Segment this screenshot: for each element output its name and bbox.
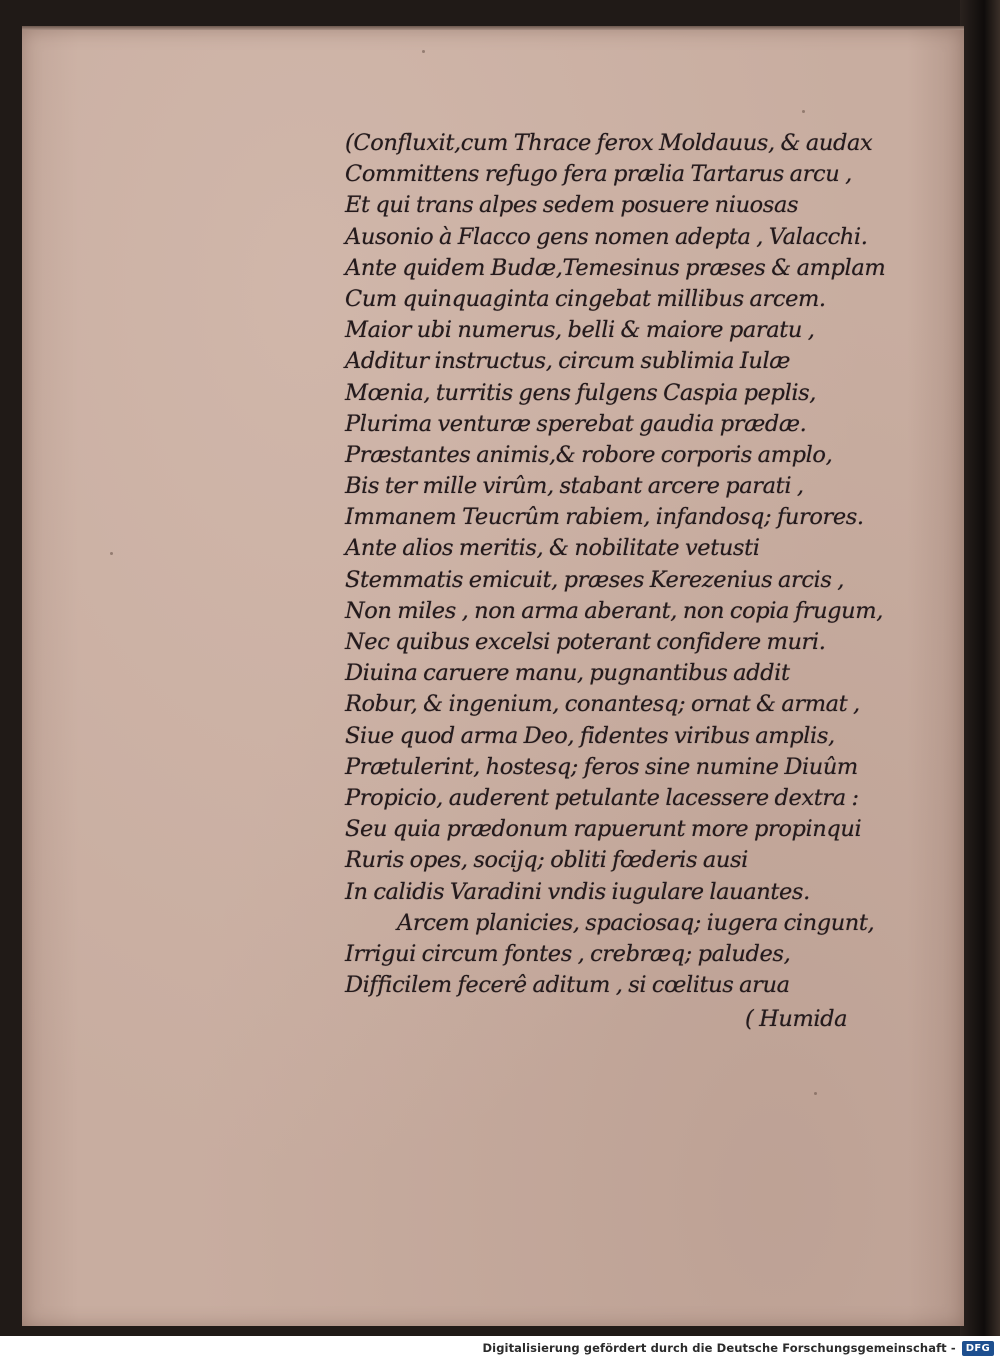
- verse-line: Immanem Teucrûm rabiem, infandosq; furores.: [345, 504, 864, 531]
- verse-line: Stemmatis emicuit, præses Kerezenius arcis ,: [345, 566, 844, 593]
- latin-verse-text: [345, 128, 905, 1035]
- footer-credit: Digitalisierung gefördert durch die Deutsche Forschungsgemeinschaft -: [482, 1341, 956, 1355]
- verse-line: Ante alios meritis, & nobilitate vetusti: [345, 535, 760, 562]
- verse-line: Præstantes animis,& robore corporis amplo,: [345, 441, 833, 468]
- verse-line: Propicio, auderent petulante lacessere dextra :: [345, 784, 859, 811]
- verse-line: Maior ubi numerus, belli & maiore paratu ,: [345, 317, 815, 344]
- dfg-logo-icon: DFG: [962, 1341, 994, 1356]
- verse-line: Non miles , non arma aberant, non copia frugum,: [345, 597, 883, 624]
- verse-line: Siue quod arma Deo, fidentes viribus amplis,: [345, 722, 835, 749]
- verse-line: Difficilem fecerê aditum , si cœlitus arua: [345, 972, 790, 999]
- verse-line: (Confluxit,cum Thrace ferox Moldauus, & audax: [345, 130, 873, 156]
- paper-speck: [110, 552, 113, 555]
- paper-speck: [814, 1092, 817, 1095]
- verse-line: Irrigui circum fontes , crebræq; paludes,: [345, 940, 791, 967]
- paper-speck: [422, 50, 425, 53]
- digitization-footer: [0, 1336, 1000, 1360]
- paper-speck: [802, 110, 805, 113]
- book-spine-edge: [960, 0, 1000, 1336]
- verse-line: Bis ter mille virûm, stabant arcere parati ,: [345, 473, 804, 500]
- verse-line: Committens refugo fera prælia Tartarus arcu ,: [345, 161, 852, 188]
- verse-line: In calidis Varadini vndis iugulare lauantes.: [345, 878, 810, 905]
- verse-line: Plurima venturæ sperebat gaudia prædæ.: [345, 410, 807, 437]
- verse-line: Ausonio à Flacco gens nomen adepta , Valacchi.: [345, 223, 868, 250]
- verse-line: Ante quidem Budæ,Temesinus præses & amplam: [345, 254, 886, 281]
- verse-line: Ruris opes, socijq; obliti fœderis ausi: [345, 847, 748, 874]
- verse-line: Et qui trans alpes sedem posuere niuosas: [345, 192, 799, 219]
- verse-line: Robur, & ingenium, conantesq; ornat & armat ,: [345, 691, 860, 718]
- verse-line: Nec quibus excelsi poterant confidere muri.: [345, 629, 826, 655]
- verse-line: Mœnia, turritis gens fulgens Caspia peplis,: [345, 379, 817, 406]
- verse-line: Seu quia prædonum rapuerunt more propinqui: [345, 816, 862, 843]
- verse-line: Additur instructus, circum sublimia Iulæ: [345, 348, 790, 375]
- verse-line: Arcem planicies, spaciosaq; iugera cingunt,: [397, 909, 875, 936]
- catchword: ( Humida: [745, 1006, 848, 1033]
- verse-line: Diuina caruere manu, pugnantibus addit: [345, 660, 790, 687]
- verse-line: Prætulerint, hostesq; feros sine numine Diuûm: [345, 753, 858, 780]
- verse-line: Cum quinquaginta cingebat millibus arcem.: [345, 285, 826, 312]
